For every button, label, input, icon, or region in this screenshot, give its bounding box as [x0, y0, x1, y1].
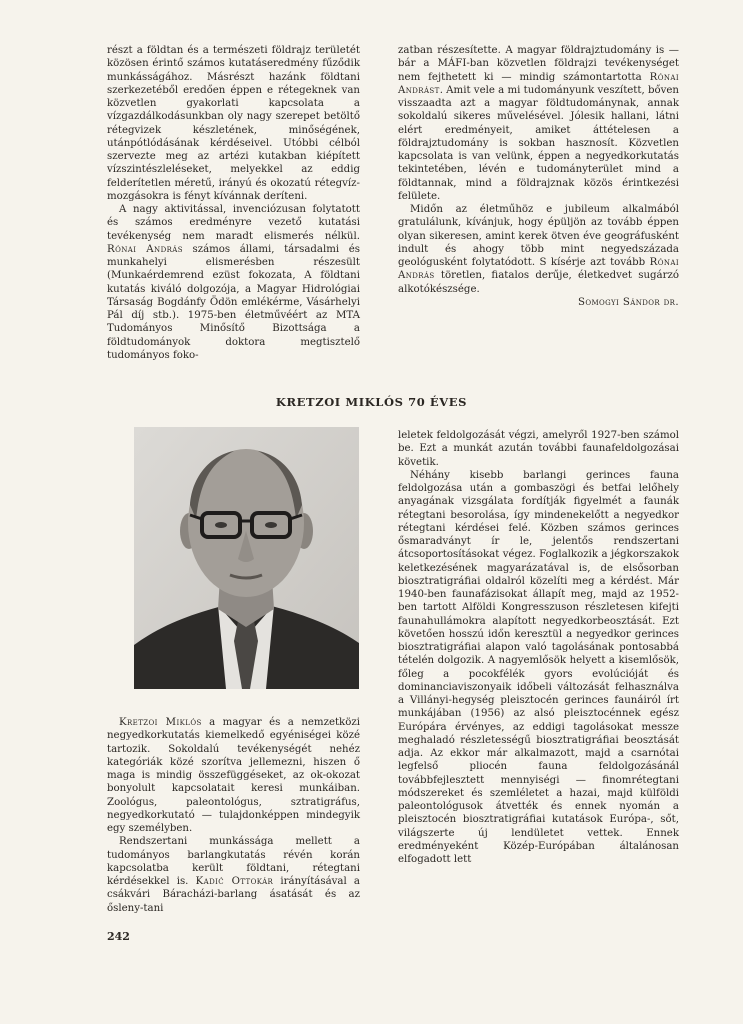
article-paragraph: Néhány kisebb barlangi gerinces fauna feldolgozása után a gombaszögi és betfai lelőhely anyagának vizsgálata fordítják figyelmét a faunák rétegtani besorolása, így mindenekelőtt a negyedkor rétegtani kérdései felé. Közben számos gerinces ősmaradványt ír le, jelentős rendszertani átcsoportosításokat végez. Foglalkozik a jégkorszakok keletkezésének magyarázatával is, de elsősorban biosztratigráfiai oldalról közelíti meg a kérdést. Már 1940-ben faunafázisokat állapít meg, majd az 1952-ben tartott Alföldi Kongresszuson részletesen kifejti faunahullámokra alapított negyedkorbeosztását. Ezt követően hosszú időn keresztül a negyedkor gerinces biosztratigráfiai alapon való tagolásának pontosabbá tételén dolgozik. A nagyemlősök helyett a kisemlősök, főleg a pocokfélék gyors evolúcióját és dominanciaviszonyaik időbeli változását felhasználva a Villányi-hegység pleisztocén gerinces faunáiról írt munkájában (1956) az alsó pleisztocénnek egész Európára érvényes, az eddigi tagolásokat messze meghaladó részletességű biosztratigráfiai beosztását adja. Az ekkor már alkalmazott, majd a csarnótai legfelső pliocén fauna feldolgozásánál továbbfejlesztett mennyiségi — finomrétegtani módszereket és szemléletet a hazai, majd külföldi paleontológusok átvették és ennek nyomán a pleisztocén biosztratigráfiai kutatások Európa-, sőt, világszerte új lendületet vettek. Ennek eredményeként Közép-Európában általánosan elfogadott lett	[398, 469, 679, 865]
obituary-column-right	[398, 44, 679, 309]
article-column-right	[398, 429, 679, 866]
page-number: 242	[107, 930, 130, 943]
article-paragraph: leletek feldolgozását végzi, amelyről 1927-ben számol be. Ezt a munkát azután további faunafeldolgozásai követik.	[398, 430, 679, 468]
obituary-paragraph: Midőn az életműhöz e jubileum alkalmából gratulálunk, kívánjuk, hogy épüljön az tovább éppen olyan sikeresen, amint kerek ötven éve geográfusként indult és ahogy több mint negyedszázada geológusként folytatódott. S kísérje azt tovább Rónai András töretlen, fiatalos derűje, életkedvet sugárzó alkotókészsége.	[398, 204, 679, 295]
article-paragraph: Rendszertani munkássága mellett a tudományos barlangkutatás révén korán kapcsolatba került földtani, rétegtani kérdésekkel is. Kadić Ottokár irányításával a csákvári Báracházi-barlang ásatását és az ősleny-tani	[107, 836, 361, 914]
obituary-paragraph: részt a földtan és a természeti földrajz területét közösen érintő számos kutatáseredmény fűződik munkásságához. Másrészt hazánk földtani szerkezetéből eredően éppen e rétegeknek van közvetlen gyakorlati kapcsolata a vízgazdálkodásunkban oly nagy szerepet betöltő rétegvizek készletének, minőségének, utánpótlódásának kérdéseivel. Utóbbi célból szervezte meg az artézi kutakban kiépített vízszintészleléseket, melyekkel az eddig felderítetlen méretű, irányú és okozatú rétegvíz-mozgásokra is fényt kívánnak deríteni.	[107, 45, 360, 202]
article-paragraph: Kretzoi Miklós a magyar és a nemzetközi negyedkorkutatás kiemelkedő egyéniségei közé tartozik. Sokoldalú tevékenységét nehéz kategóriák közé szorítva jellemezni, hiszen ő maga is mindig összefüggéseket, az ok-okozat bonyolult kapcsolatait keresi munkáiban. Zoológus, paleontológus, sztratigráfus, negyedkorkutató — tulajdonképpen mindegyik egy személyben.	[107, 717, 360, 834]
article-title: KRETZOI MIKLÓS 70 ÉVES	[275, 395, 468, 409]
obituary-column-left	[107, 44, 360, 362]
article-column-left	[107, 716, 360, 915]
obituary-paragraph: A nagy aktivitással, invenciózusan folytatott és számos eredményre vezető kutatási tevékenység nem maradt elismerés nélkül. Rónai András számos állami, társadalmi és munkahelyi elismerésben részesült (Munkaérdemrend ezüst fokozata, A földtani kutatás kiváló dolgozója, a Magyar Hidrológiai Társaság Bogdánfy Ödön emlékérme, Vásárhelyi Pál díj stb.). 1975-ben életművéért az MTA Tudományos Minősítő Bizottsága a földtudományok doktora megtisztelő tudományos foko-	[107, 204, 360, 361]
portrait-photo	[134, 427, 359, 689]
portrait-image	[134, 427, 359, 689]
obituary-signature: Somogyi Sándor dr.	[577, 296, 679, 308]
obituary-paragraph: zatban részesítette. A magyar földrajztudomány is — bár a MÁFI-ban közvetlen földrajzi tevékenységet nem fejthetett ki — mindig számontartotta Rónai Andrást. Amit vele a mi tudományunk veszített, bőven visszaadta azt a magyar földtudománynak, annak sokoldalú sikeres művelésével. Jólesik hallani, látni elért eredményeit, amiket áttételesen a földrajztudomány is sokban hasznosít. Közvetlen kapcsolata is van velünk, éppen a negyedkorkutatás tekintetében, lévén e tudományterület mind a földtannak, mind a földrajznak közös érintkezési felülete.	[398, 45, 679, 202]
